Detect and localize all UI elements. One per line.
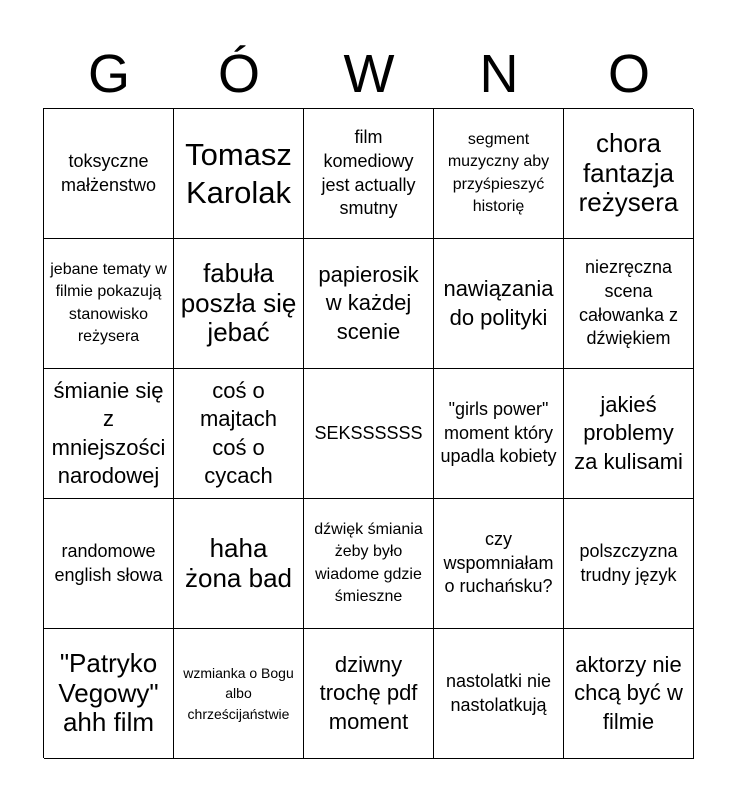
header-letter-2: Ó	[217, 44, 260, 104]
bingo-cell[interactable]: "Patryko Vegowy" ahh film	[44, 629, 174, 759]
bingo-cell[interactable]: dźwięk śmiania żeby było wiadome gdzie śmieszne	[304, 499, 434, 629]
bingo-cell[interactable]: Tomasz Karolak	[174, 109, 304, 239]
bingo-cell[interactable]: śmianie się z mniejszości narodowej	[44, 369, 174, 499]
bingo-cell[interactable]: polszczyzna trudny język	[564, 499, 694, 629]
bingo-cell[interactable]: fabuła poszła się jebać	[174, 239, 304, 369]
bingo-cell[interactable]: jakieś problemy za kulisami	[564, 369, 694, 499]
bingo-cell[interactable]: chora fantazja reżysera	[564, 109, 694, 239]
bingo-cell[interactable]: niezręczna scena całowanka z dźwiękiem	[564, 239, 694, 369]
bingo-cell[interactable]: "girls power" moment który upadla kobiety	[434, 369, 564, 499]
header-letter-4: N	[479, 44, 519, 104]
bingo-cell[interactable]: film komediowy jest actually smutny	[304, 109, 434, 239]
header-letter-5: O	[607, 44, 650, 104]
bingo-cell[interactable]: SEKSSSSSS	[304, 369, 434, 499]
bingo-cell[interactable]: jebane tematy w filmie pokazują stanowisko reżysera	[44, 239, 174, 369]
bingo-board	[43, 108, 693, 758]
bingo-header	[44, 40, 694, 108]
header-letter-3: W	[343, 44, 395, 104]
bingo-cell[interactable]: czy wspomniałam o ruchańsku?	[434, 499, 564, 629]
bingo-cell[interactable]: dziwny trochę pdf moment	[304, 629, 434, 759]
header-letter-1: G	[87, 44, 130, 104]
bingo-cell[interactable]: aktorzy nie chcą być w filmie	[564, 629, 694, 759]
bingo-cell[interactable]: toksyczne małżenstwo	[44, 109, 174, 239]
bingo-cell[interactable]: wzmianka o Bogu albo chrześcijaństwie	[174, 629, 304, 759]
bingo-cell[interactable]: haha żona bad	[174, 499, 304, 629]
bingo-cell[interactable]: coś o majtach coś o cycach	[174, 369, 304, 499]
bingo-cell[interactable]: papierosik w każdej scenie	[304, 239, 434, 369]
bingo-cell[interactable]: segment muzyczny aby przyśpieszyć historię	[434, 109, 564, 239]
bingo-cell[interactable]: nawiązania do polityki	[434, 239, 564, 369]
bingo-cell[interactable]: nastolatki nie nastolatkują	[434, 629, 564, 759]
bingo-cell[interactable]: randomowe english słowa	[44, 499, 174, 629]
